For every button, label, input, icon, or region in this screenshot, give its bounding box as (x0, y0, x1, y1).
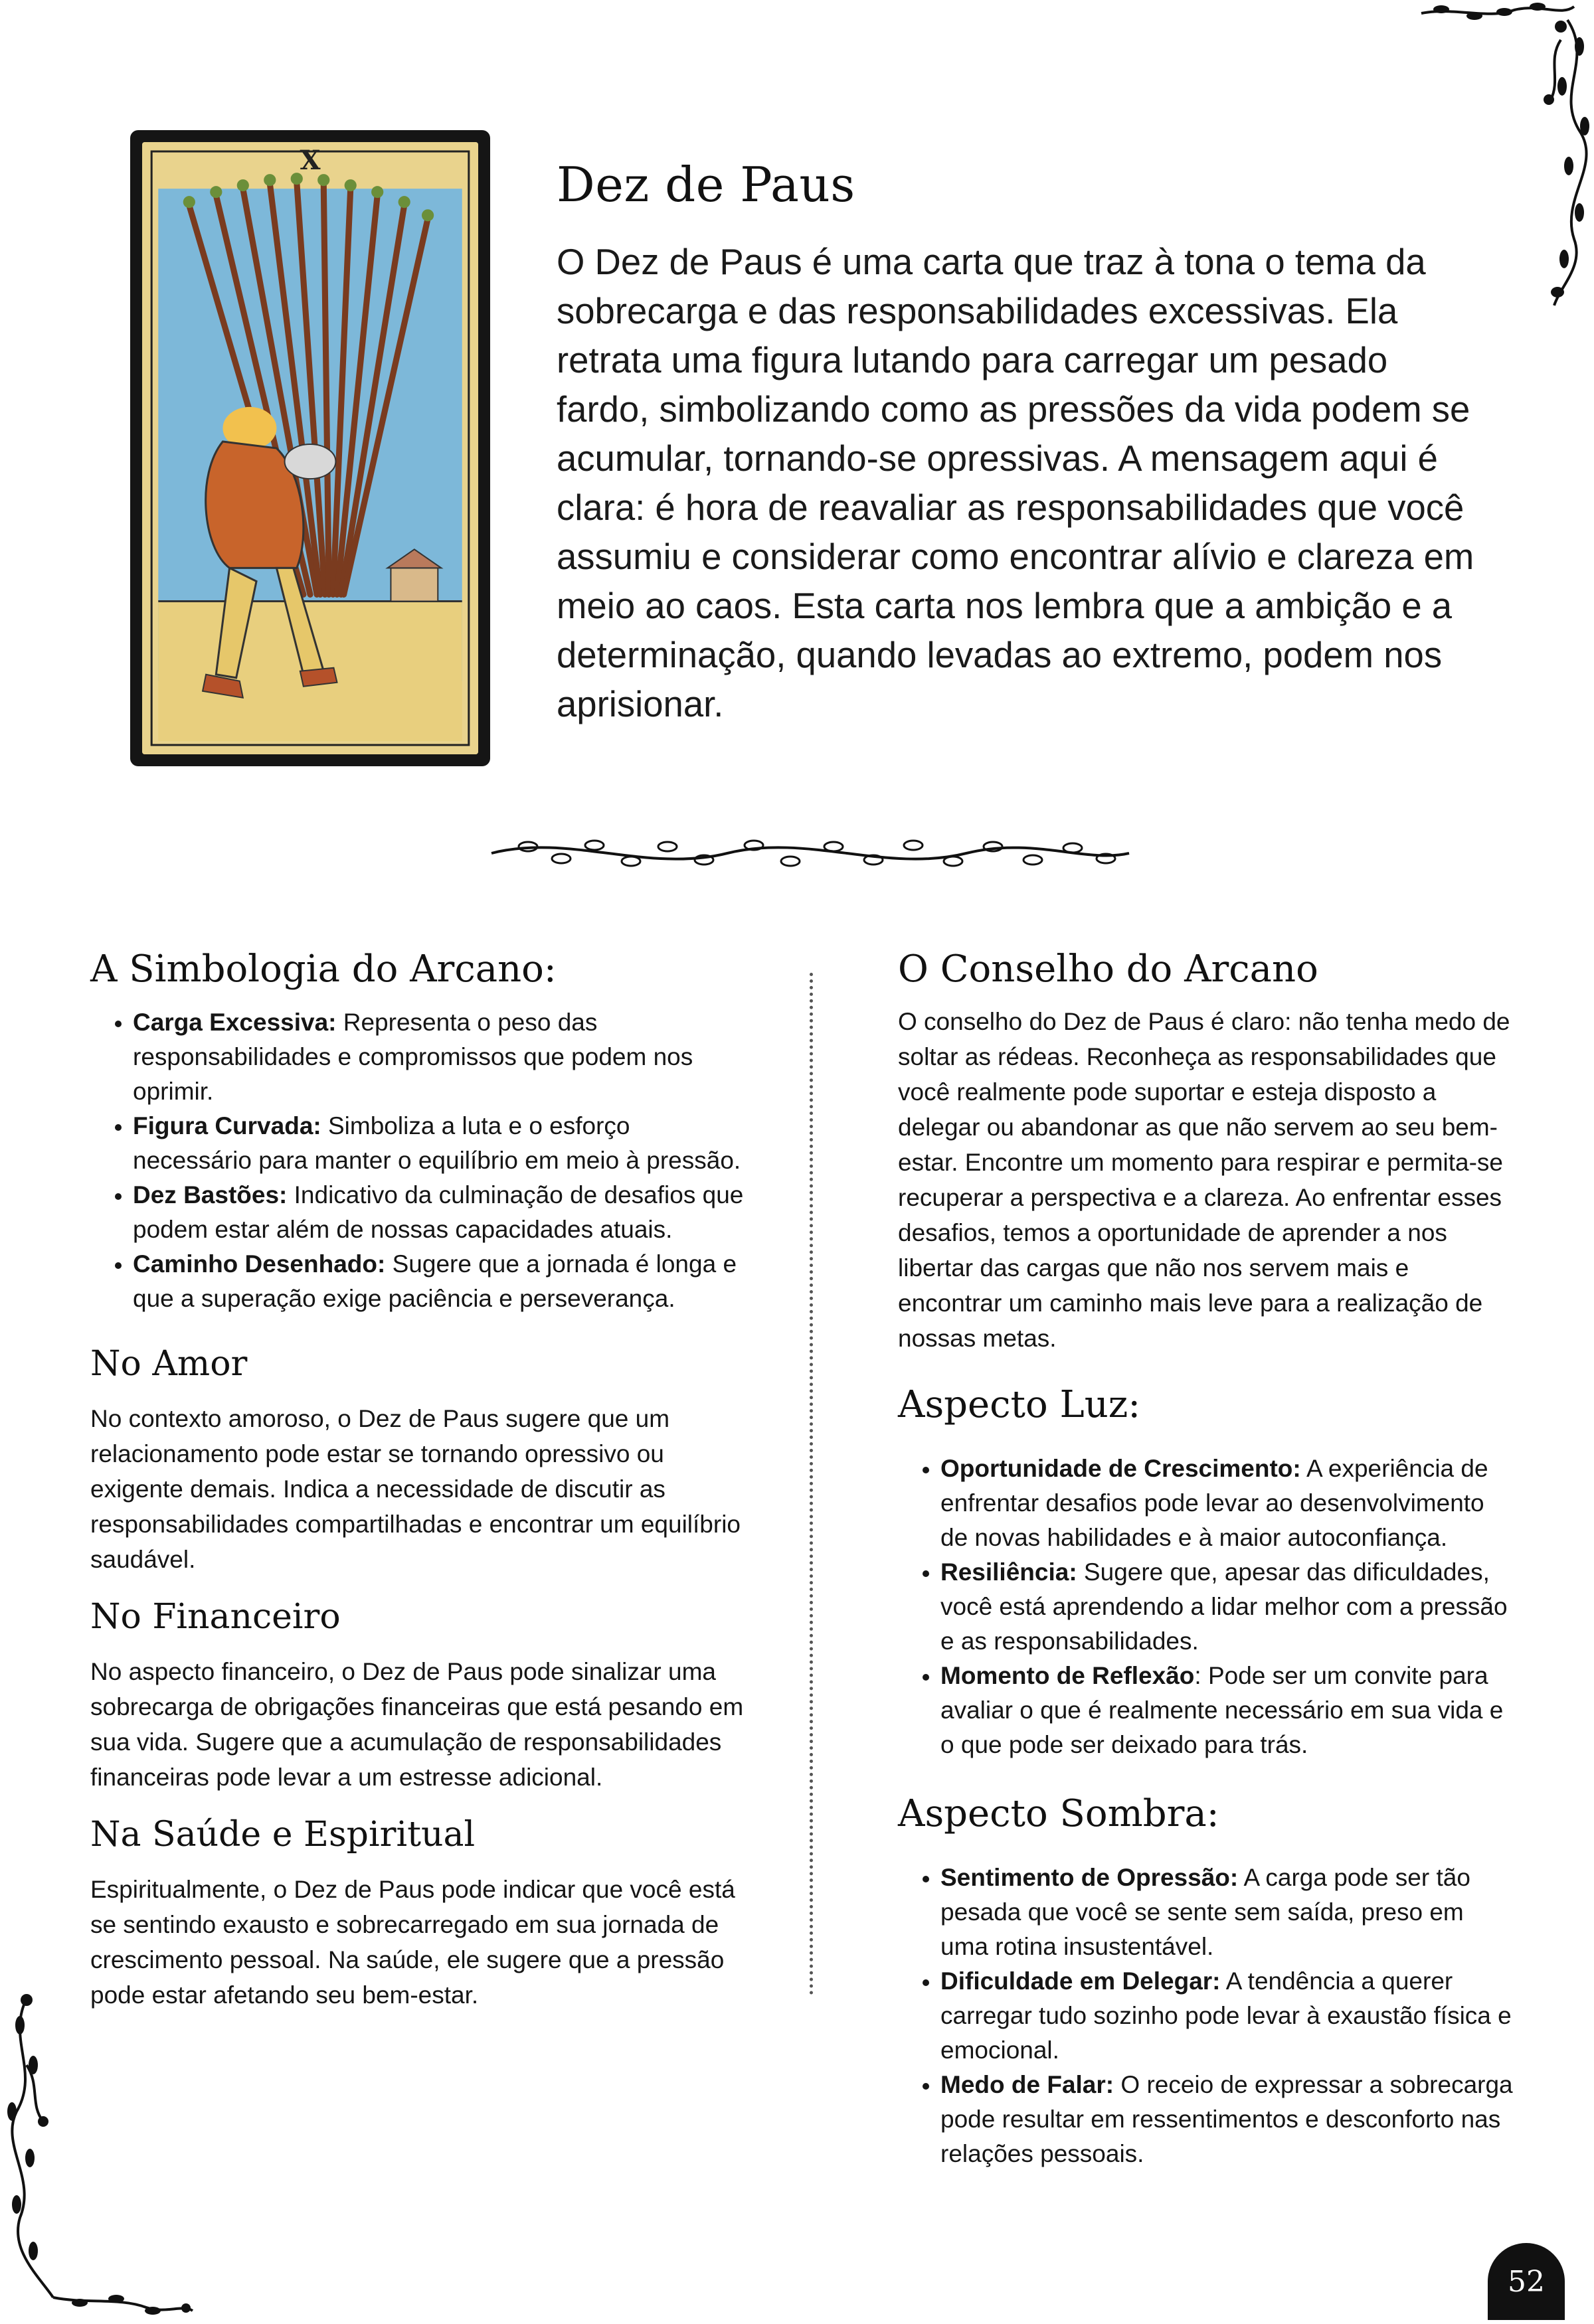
tarot-card-image (130, 130, 490, 766)
health-heading: Na Saúde e Espiritual (90, 1815, 476, 1855)
light-aspect-heading: Aspecto Luz: (898, 1383, 1141, 1426)
list-item: • Figura Curvada: Simboliza a luta e o esforço necessário para manter o equilíbrio em meio à pressão. (133, 1109, 754, 1178)
left-column (90, 943, 754, 2013)
list-item: • Medo de Falar: O receio de expressar a sobrecarga pode resultar em ressentimentos e desconforto nas relações pessoais. (940, 2068, 1516, 2171)
advice-text: O conselho do Dez de Paus é claro: não tenha medo de soltar as rédeas. Reconheça as responsabilidades que você realmente pode suportar e esteja disposto a delegar ou abandonar as que não servem ao seu bem-estar. Encontre um momento para respirar e permita-se recuperar a perspectiva e a clareza. Ao enfrentar esses desafios, temos a oportunidade de aprender a nos libertar das cargas que não nos servem mais e encontrar um caminho mais leve para a realização de nossas metas. (898, 1008, 1510, 1352)
ten-of-wands-illustration (142, 142, 478, 754)
column-separator (810, 973, 813, 1995)
symbolism-heading: A Simbologia do Arcano: (90, 948, 557, 991)
list-item: • Carga Excessiva: Representa o peso das responsabilidades e compromissos que podem nos oprimir. (133, 1005, 754, 1109)
card-description: O Dez de Paus é uma carta que traz à tona o tema da sobrecarga e das responsabilidades excessivas. Ela retrata uma figura lutando para carregar um pesado fardo, simbolizando como as pressões da vida podem se acumular, tornando-se opressivas. A mensagem aqui é clara: é hora de reavaliar as responsabilidades que você assumiu e considerar como encontrar alívio e clareza em meio ao caos. Esta carta nos lembra que a ambição e a determinação, quando levadas ao extremo, podem nos aprisionar. (557, 242, 1474, 724)
vine-ornament-bottom-left (0, 1985, 199, 2324)
list-item: • Sentimento de Opressão: A carga pode ser tão pesada que você se sente sem saída, preso em uma rotina insustentável. (940, 1861, 1516, 1964)
symbolism-list (90, 1005, 754, 1316)
right-column (898, 943, 1516, 2171)
list-item: • Dez Bastões: Indicativo da culminação de desafios que podem estar além de nossas capacidades atuais. (133, 1178, 754, 1247)
list-item: • Momento de Reflexão: Pode ser um convite para avaliar o que é realmente necessário em sua vida e o que pode ser deixado para trás. (940, 1659, 1516, 1762)
health-text: Espiritualmente, o Dez de Paus pode indicar que você está se sentindo exausto e sobrecarregado em sua jornada de crescimento pessoal. Na saúde, ele sugere que a pressão pode estar afetando seu bem-estar. (90, 1876, 735, 2009)
light-aspect-list (898, 1452, 1516, 1762)
list-item: • Caminho Desenhado: Sugere que a jornada é longa e que a superação exige paciência e perseverança. (133, 1247, 754, 1316)
vine-divider (488, 827, 1132, 880)
page-title: Dez de Paus (557, 157, 855, 212)
page-number: 52 (1488, 2243, 1565, 2320)
finance-heading: No Financeiro (90, 1597, 341, 1637)
list-item: • Oportunidade de Crescimento: A experiência de enfrentar desafios pode levar ao desenvolvimento de novas habilidades e à maior autoconfiança. (940, 1452, 1516, 1555)
finance-text: No aspecto financeiro, o Dez de Paus pode sinalizar uma sobrecarga de obrigações financeiras que está pesando em sua vida. Sugere que a acumulação de responsabilidades financeiras pode levar a um estresse adicional. (90, 1658, 744, 1791)
list-item: • Resiliência: Sugere que, apesar das dificuldades, você está aprendendo a lidar melhor com a pressão e as responsabilidades. (940, 1555, 1516, 1659)
card-numeral: X (300, 145, 321, 176)
list-item: • Dificuldade em Delegar: A tendência a querer carregar tudo sozinho pode levar à exaustão física e emocional. (940, 1964, 1516, 2068)
shadow-aspect-list (898, 1861, 1516, 2171)
love-heading: No Amor (90, 1344, 248, 1384)
advice-heading: O Conselho do Arcano (898, 948, 1318, 991)
shadow-aspect-heading: Aspecto Sombra: (898, 1792, 1219, 1835)
love-text: No contexto amoroso, o Dez de Paus sugere que um relacionamento pode estar se tornando opressivo ou exigente demais. Indica a necessidade de discutir as responsabilidades compartilhadas e encontrar um equilíbrio saudável. (90, 1405, 741, 1573)
